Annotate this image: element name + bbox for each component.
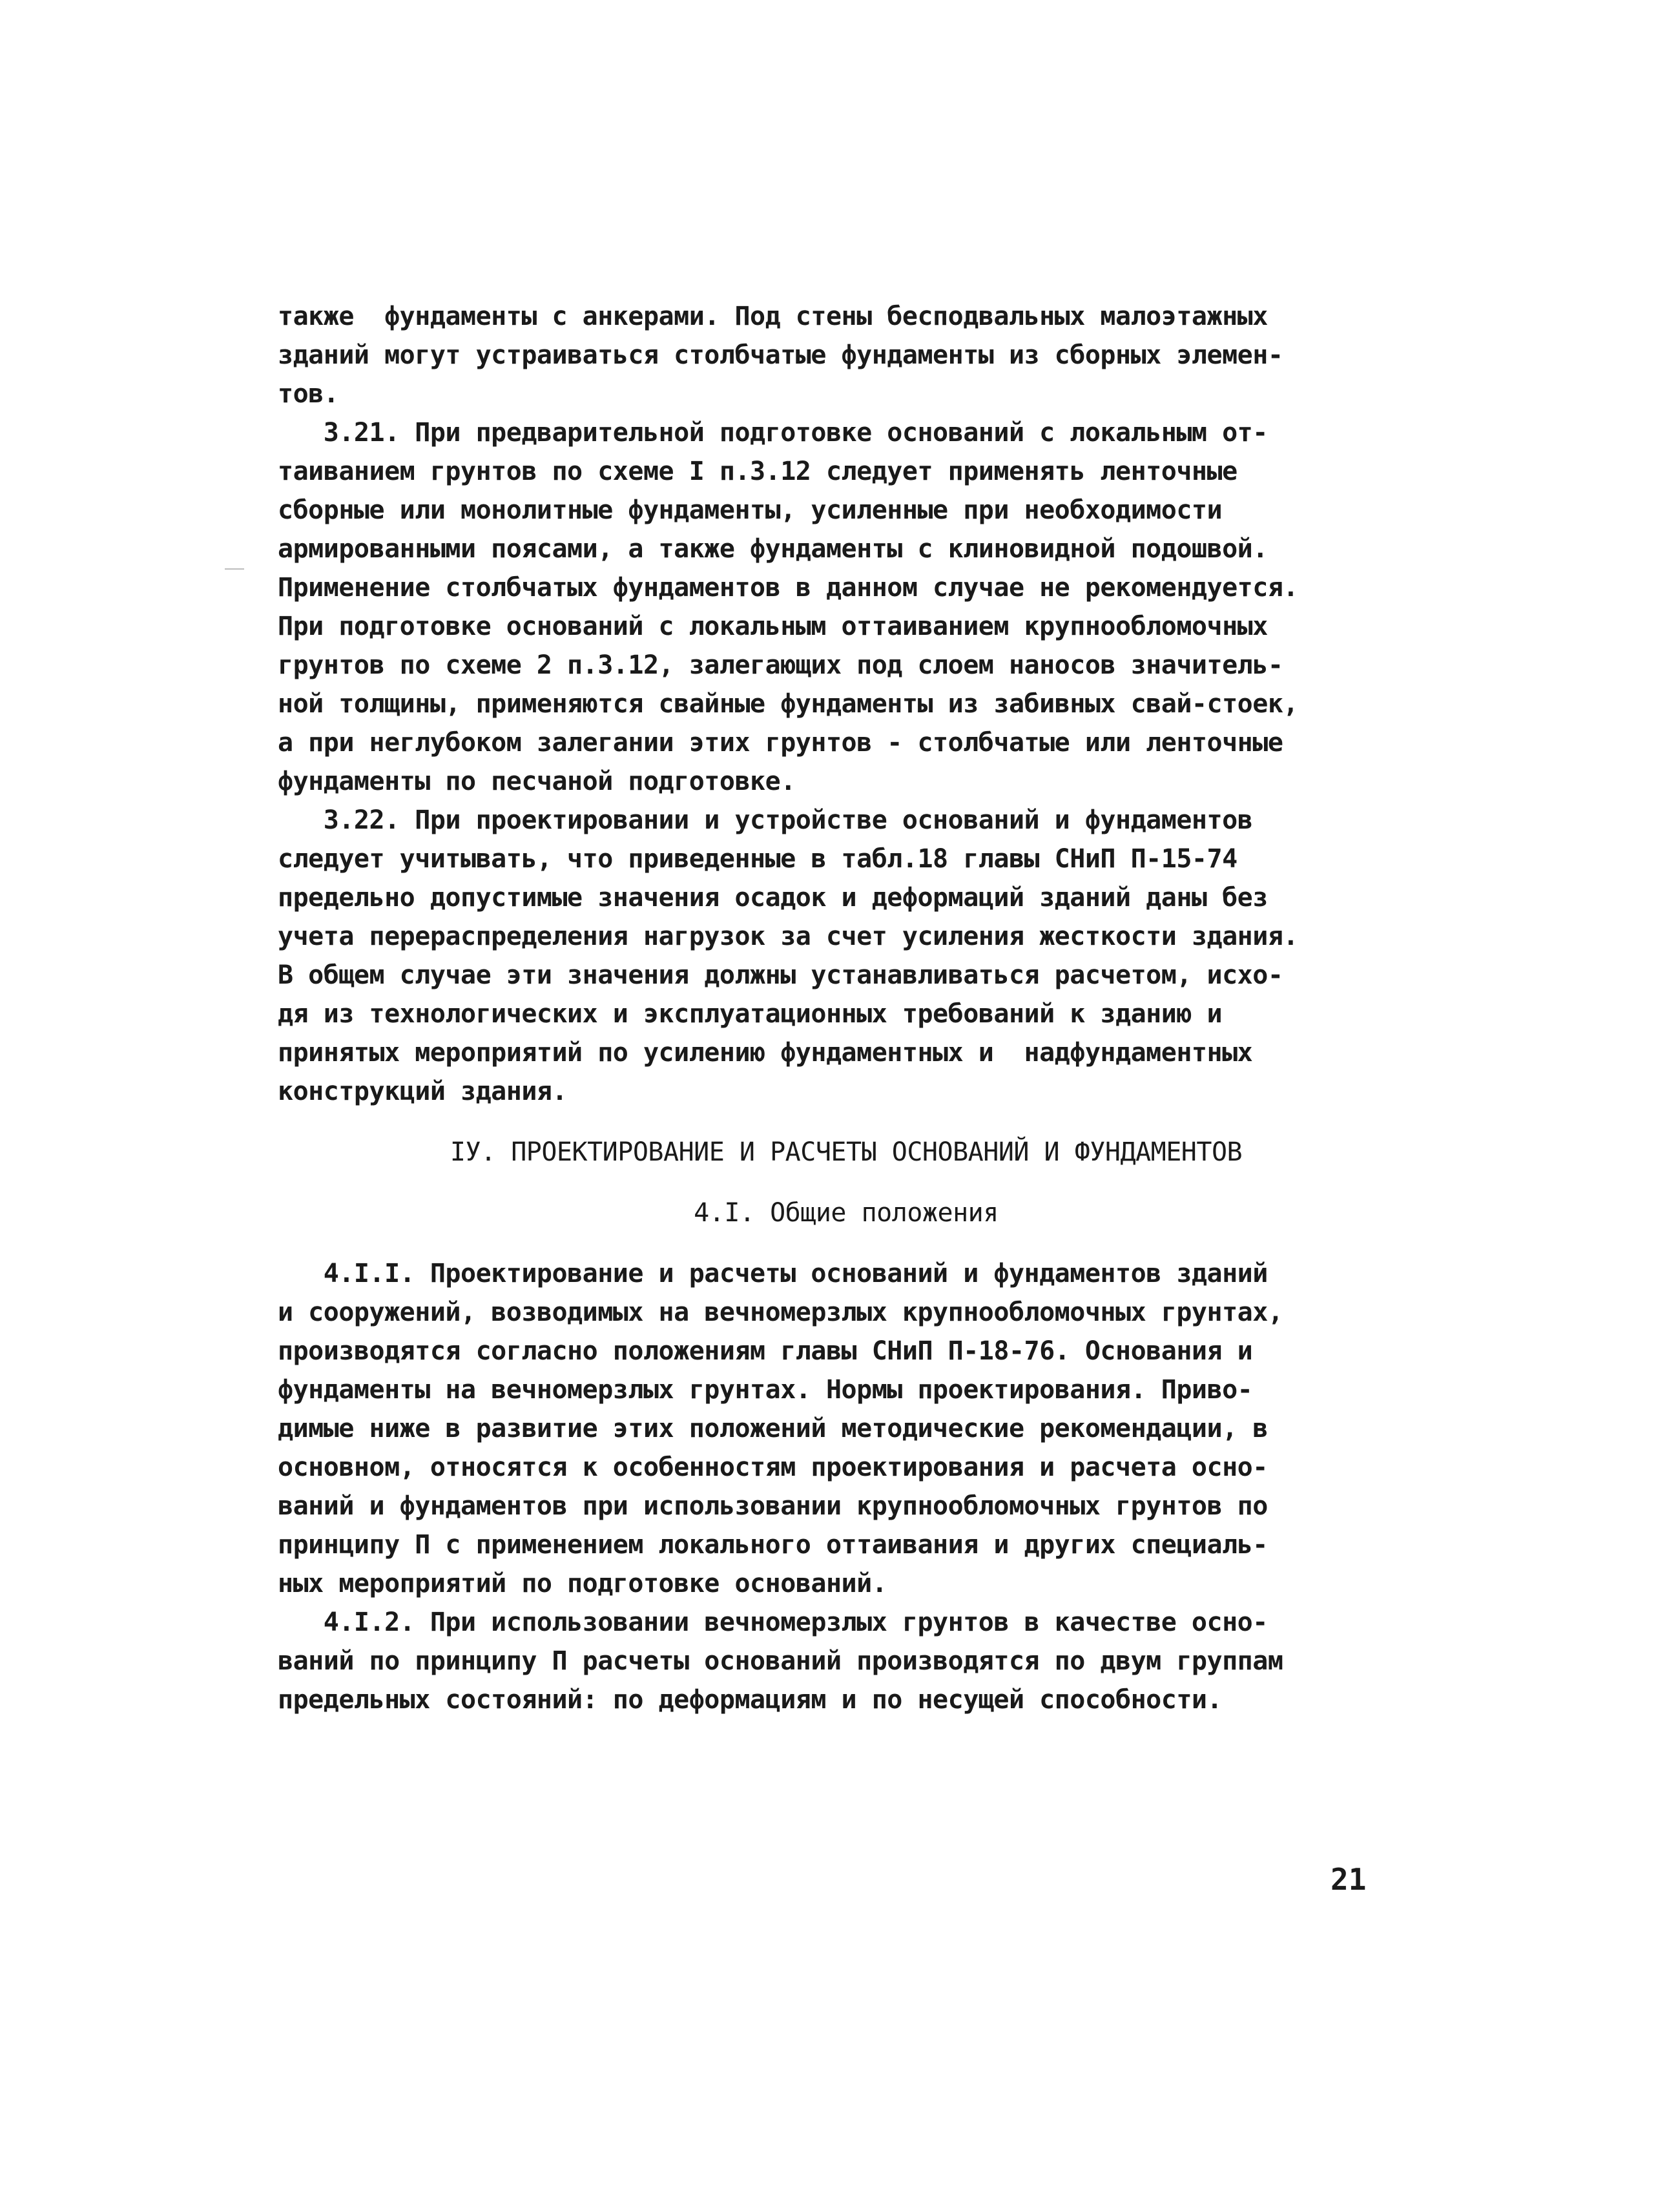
body-text bbox=[278, 297, 1414, 1719]
text-line: 3.22. При проектировании и устройстве оснований и фундаментов bbox=[278, 805, 1253, 835]
text-line: фундаменты на вечномерзлых грунтах. Нормы проектирования. Приво- bbox=[278, 1375, 1253, 1405]
text-line: дя из технологических и эксплуатационных требований к зданию и bbox=[278, 999, 1223, 1029]
text-line: а при неглубоком залегании этих грунтов - столбчатые или ленточные bbox=[278, 728, 1283, 758]
text-line: армированными поясами, а также фундаменты с клиновидной подошвой. bbox=[278, 534, 1268, 564]
spacer bbox=[278, 1172, 1414, 1194]
text-line: следует учитывать, что приведенные в табл.18 главы СНиП П-15-74 bbox=[278, 844, 1238, 874]
text-line: 4.I.I. Проектирование и расчеты оснований и фундаментов зданий bbox=[278, 1259, 1268, 1288]
text-line: 3.21. При предварительной подготовке оснований с локальным от- bbox=[278, 418, 1268, 448]
text-line: грунтов по схеме 2 п.3.12, залегающих под слоем наносов значитель- bbox=[278, 650, 1283, 680]
text-line: и сооружений, возводимых на вечномерзлых крупнообломочных грунтах, bbox=[278, 1297, 1283, 1327]
text-line: таиванием грунтов по схеме I п.3.12 следует применять ленточные bbox=[278, 457, 1238, 486]
text-line: фундаменты по песчаной подготовке. bbox=[278, 767, 796, 796]
text-line: учета перераспределения нагрузок за счет усиления жесткости здания. bbox=[278, 922, 1298, 951]
text-line: зданий могут устраиваться столбчатые фундаменты из сборных элемен- bbox=[278, 340, 1283, 370]
text-line: сборные или монолитные фундаменты, усиленные при необходимости bbox=[278, 495, 1223, 525]
text-line: ваний и фундаментов при использовании крупнообломочных грунтов по bbox=[278, 1491, 1268, 1521]
text-line: В общем случае эти значения должны устанавливаться расчетом, исхо- bbox=[278, 960, 1283, 990]
page-number: 21 bbox=[1331, 1862, 1367, 1897]
text-line: также фундаменты с анкерами. Под стены бесподвальных малоэтажных bbox=[278, 302, 1268, 331]
text-line: При подготовке оснований с локальным оттаиванием крупнообломочных bbox=[278, 612, 1268, 641]
spacer bbox=[278, 1232, 1414, 1254]
text-line: димые ниже в развитие этих положений методические рекомендации, в bbox=[278, 1414, 1268, 1443]
section-heading: 4.I. Общие положения bbox=[694, 1198, 999, 1228]
spacer bbox=[278, 1111, 1414, 1133]
text-line: производятся согласно положениям главы СНиП П-18-76. Основания и bbox=[278, 1336, 1253, 1366]
text-line: 4.I.2. При использовании вечномерзлых грунтов в качестве осно- bbox=[278, 1607, 1268, 1637]
text-line: ваний по принципу П расчеты оснований производятся по двум группам bbox=[278, 1646, 1283, 1676]
text-line: Применение столбчатых фундаментов в данном случае не рекомендуется. bbox=[278, 573, 1298, 603]
text-line: предельно допустимые значения осадок и деформаций зданий даны без bbox=[278, 883, 1268, 913]
text-line: предельных состояний: по деформациям и по несущей способности. bbox=[278, 1685, 1223, 1715]
text-line: принципу П с применением локального оттаивания и других специаль- bbox=[278, 1530, 1268, 1560]
margin-mark bbox=[225, 568, 244, 570]
text-line: основном, относятся к особенностям проектирования и расчета осно- bbox=[278, 1452, 1268, 1482]
text-line: ной толщины, применяются свайные фундаменты из забивных свай-стоек, bbox=[278, 689, 1298, 719]
text-line: тов. bbox=[278, 379, 339, 409]
text-line: конструкций здания. bbox=[278, 1077, 568, 1106]
text-line: ных мероприятий по подготовке оснований. bbox=[278, 1569, 887, 1598]
text-line: принятых мероприятий по усилению фундаментных и надфундаментных bbox=[278, 1038, 1253, 1068]
chapter-heading: IУ. ПРОЕКТИРОВАНИЕ И РАСЧЕТЫ ОСНОВАНИЙ И ФУНДАМЕНТОВ bbox=[450, 1137, 1243, 1167]
